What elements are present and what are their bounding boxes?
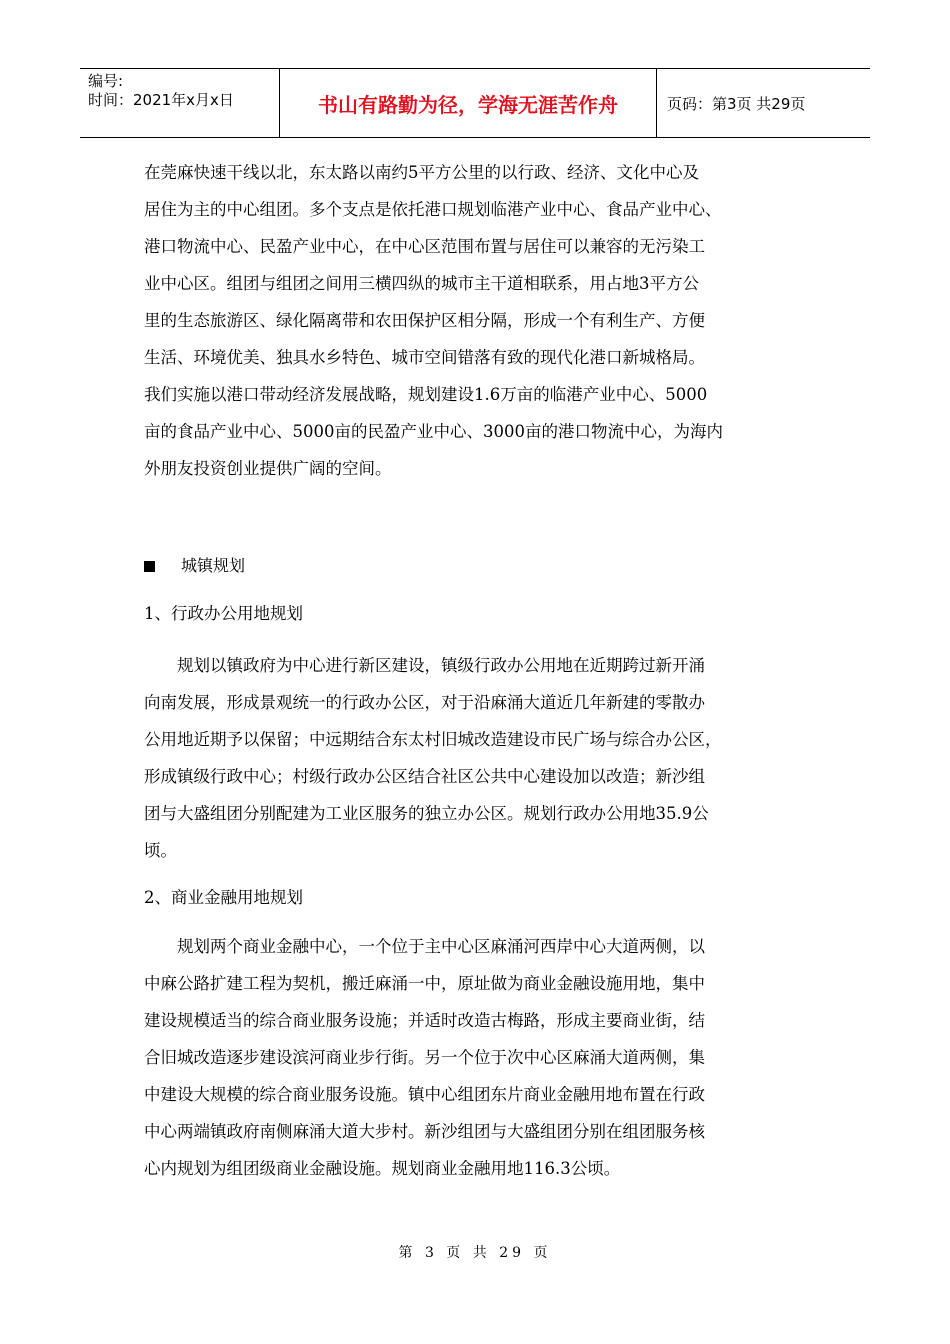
time-label: 时间：2021年x月x日 — [88, 91, 234, 109]
text-line: 业中心区。组团与组团之间用三横四纵的城市主干道相联系，用占地3平方公 — [144, 274, 699, 293]
text-line: 规划两个商业金融中心，一个位于主中心区麻涌河西岸中心大道两侧，以 — [144, 937, 705, 956]
square-bullet-icon — [144, 561, 155, 572]
section-heading — [144, 550, 245, 582]
text-line: 居住为主的中心组团。多个支点是依托港口规划临港产业中心、食品产业中心、 — [144, 200, 722, 219]
text-line: 心内规划为组团级商业金融设施。规划商业金融用地116.3公顷。 — [144, 1159, 621, 1178]
page-header — [80, 68, 870, 138]
text-line: 港口物流中心、民盈产业中心，在中心区范围布置与居住可以兼容的无污染工 — [144, 237, 705, 256]
header-slogan: 书山有路勤为径，学海无涯苦作舟 — [280, 69, 657, 137]
text-line: 建设规模适当的综合商业服务设施；并适时改造古梅路，形成主要商业街，结 — [144, 1011, 705, 1030]
text-line: 公用地近期予以保留；中远期结合东太村旧城改造建设市民广场与综合办公区， — [144, 730, 722, 749]
text-line: 生活、环境优美、独具水乡特色、城市空间错落有致的现代化港口新城格局。 — [144, 348, 705, 367]
text-line: 合旧城改造逐步建设滨河商业步行街。另一个位于次中心区麻涌大道两侧，集 — [144, 1048, 705, 1067]
paragraph-3 — [144, 928, 808, 1187]
subsection-1-title: 1、行政办公用地规划 — [144, 604, 303, 623]
text-line: 在莞麻快速干线以北，东太路以南约5平方公里的以行政、经济、文化中心及 — [144, 163, 699, 182]
text-line: 中心两端镇政府南侧麻涌大道大步村。新沙组团与大盛组团分别在组团服务核 — [144, 1122, 705, 1141]
page-footer: 第 3 页 共 29 页 — [398, 1245, 552, 1261]
text-line: 顷。 — [144, 841, 177, 860]
subsection-2-title: 2、商业金融用地规划 — [144, 888, 303, 907]
header-meta — [80, 69, 280, 137]
header-page-info: 页码：第3页 共29页 — [667, 94, 806, 113]
text-line: 里的生态旅游区、绿化隔离带和农田保护区相分隔，形成一个有利生产、方便 — [144, 311, 705, 330]
text-line: 向南发展，形成景观统一的行政办公区，对于沿麻涌大道近几年新建的零散办 — [144, 693, 705, 712]
serial-label: 编号: — [88, 72, 124, 90]
text-line: 规划以镇政府为中心进行新区建设，镇级行政办公用地在近期跨过新开涌 — [144, 656, 705, 675]
text-line: 中麻公路扩建工程为契机，搬迁麻涌一中，原址做为商业金融设施用地，集中 — [144, 974, 705, 993]
paragraph-2 — [144, 647, 808, 869]
section-title: 城镇规划 — [181, 556, 246, 575]
text-line: 外朋友投资创业提供广阔的空间。 — [144, 459, 392, 478]
paragraph-1 — [144, 154, 808, 487]
text-line: 亩的食品产业中心、5000亩的民盈产业中心、3000亩的港口物流中心，为海内 — [144, 422, 723, 441]
text-line: 团与大盛组团分别配建为工业区服务的独立办公区。规划行政办公用地35.9公 — [144, 804, 709, 823]
text-line: 形成镇级行政中心；村级行政办公区结合社区公共中心建设加以改造；新沙组 — [144, 767, 705, 786]
text-line: 我们实施以港口带动经济发展战略，规划建设1.6万亩的临港产业中心、5000 — [144, 385, 708, 404]
text-line: 中建设大规模的综合商业服务设施。镇中心组团东片商业金融用地布置在行政 — [144, 1085, 705, 1104]
